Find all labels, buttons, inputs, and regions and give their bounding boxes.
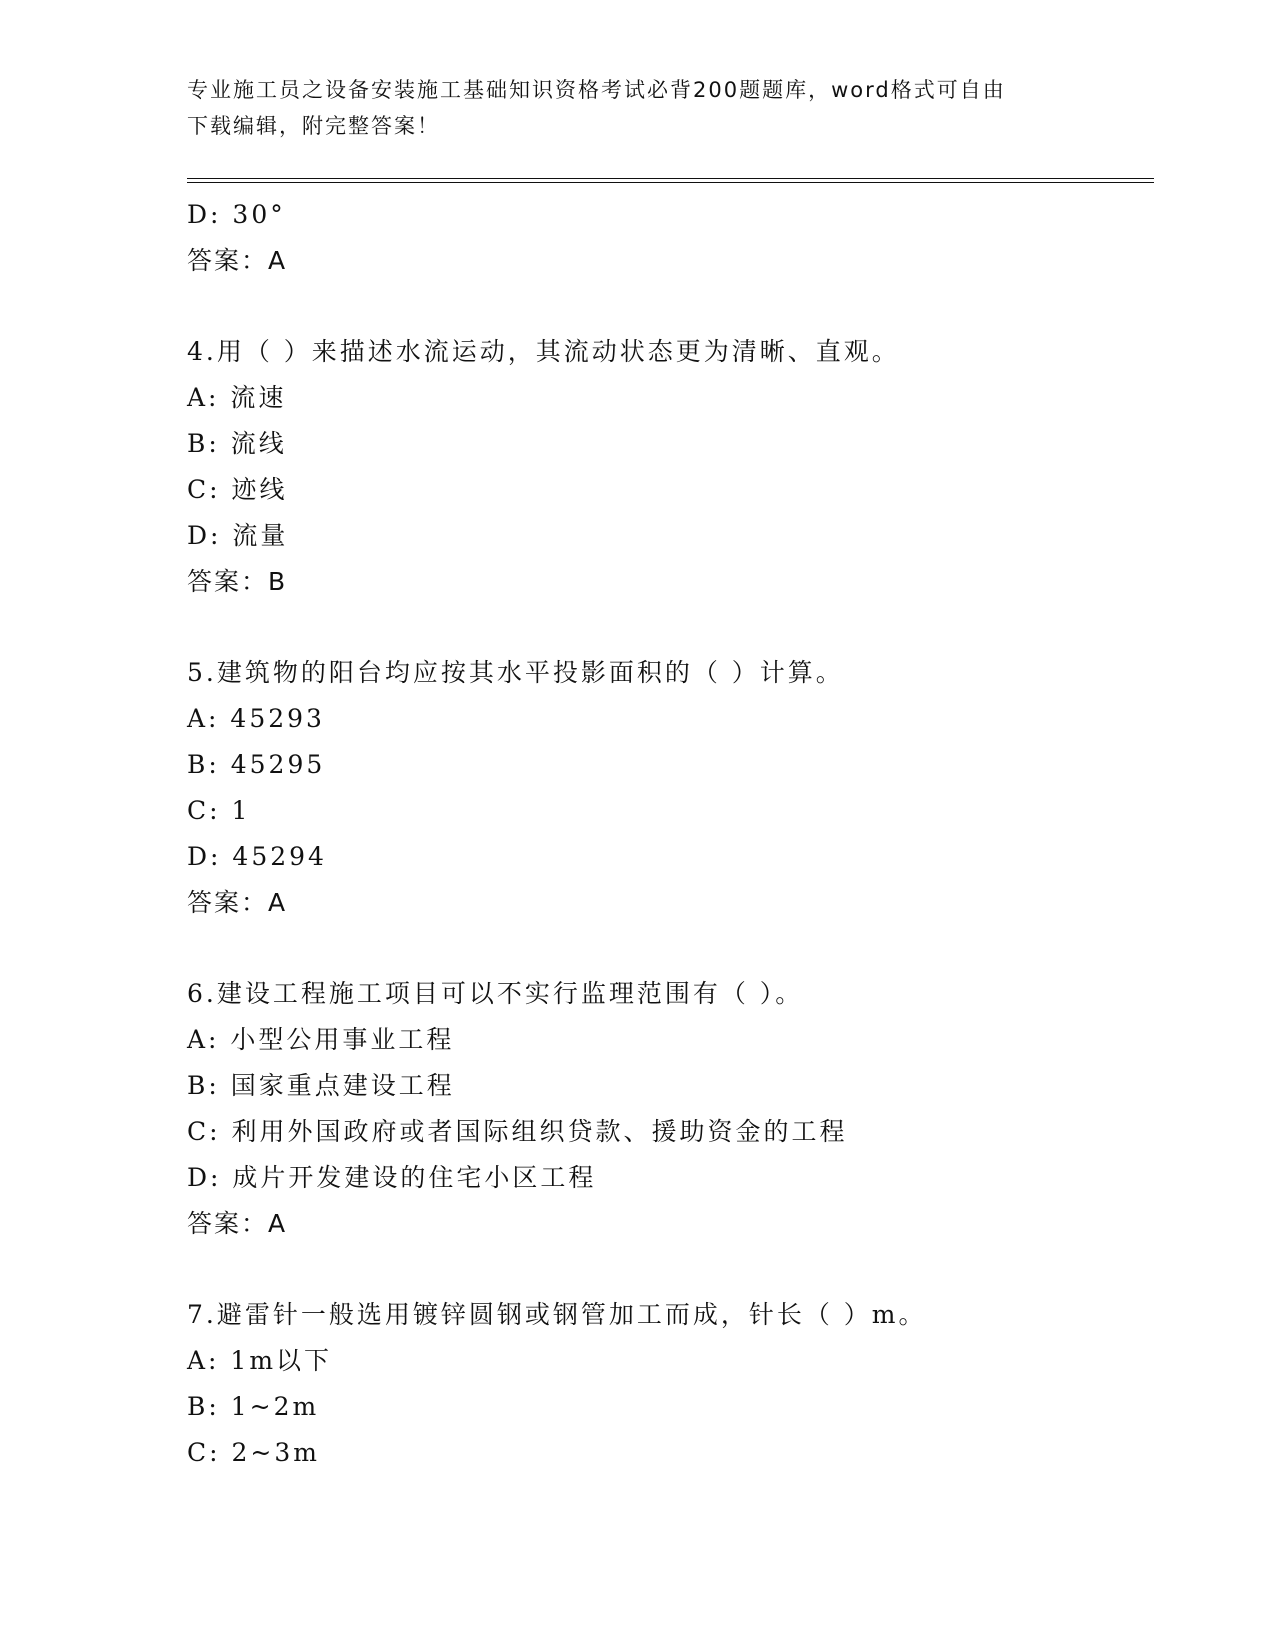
option-b: B: 流线 [187, 429, 287, 458]
question-stem: 5.建筑物的阳台均应按其水平投影面积的（ ）计算。 [187, 658, 844, 687]
question-list [187, 192, 1154, 1476]
answer-line: 答案：A [187, 888, 288, 917]
option-b: B: 45295 [187, 750, 326, 779]
answer-line: 答案：A [187, 246, 288, 275]
question-stem: 7.避雷针一般选用镀锌圆钢或钢管加工而成，针长（ ）m。 [187, 1300, 927, 1329]
question-stem: 4.用（ ）来描述水流运动，其流动状态更为清晰、直观。 [187, 337, 900, 366]
spacer [187, 1247, 1154, 1292]
document-header [187, 72, 1087, 144]
option-a: A: 1m以下 [187, 1346, 333, 1375]
option-d: D: 45294 [187, 842, 327, 871]
question-block [187, 1292, 1154, 1476]
option-b: B: 1~2m [187, 1392, 320, 1421]
spacer [187, 926, 1154, 971]
header-double-rule [187, 178, 1154, 183]
option-b: B: 国家重点建设工程 [187, 1071, 455, 1100]
option-a: A: 流速 [187, 383, 287, 412]
spacer [187, 605, 1154, 650]
option-c: C: 利用外国政府或者国际组织贷款、援助资金的工程 [187, 1117, 848, 1146]
question-stem: 6.建设工程施工项目可以不实行监理范围有（ ）。 [187, 979, 804, 1008]
option-c: C: 1 [187, 796, 251, 825]
answer-line: 答案：A [187, 1209, 288, 1238]
option-d: D: 成片开发建设的住宅小区工程 [187, 1163, 597, 1192]
option-d: D: 30° [187, 200, 286, 229]
option-a: A: 小型公用事业工程 [187, 1025, 455, 1054]
option-c: C: 2~3m [187, 1438, 320, 1467]
option-c: C: 迹线 [187, 475, 288, 504]
question-block [187, 650, 1154, 926]
option-a: A: 45293 [187, 704, 325, 733]
question-block [187, 329, 1154, 605]
option-d: D: 流量 [187, 521, 289, 550]
header-line-2: 下载编辑，附完整答案！ [187, 114, 440, 138]
answer-line: 答案：B [187, 567, 288, 596]
question-block [187, 971, 1154, 1247]
spacer [187, 284, 1154, 329]
header-line-1: 专业施工员之设备安装施工基础知识资格考试必背200题题库，word格式可自由 [187, 78, 1006, 102]
